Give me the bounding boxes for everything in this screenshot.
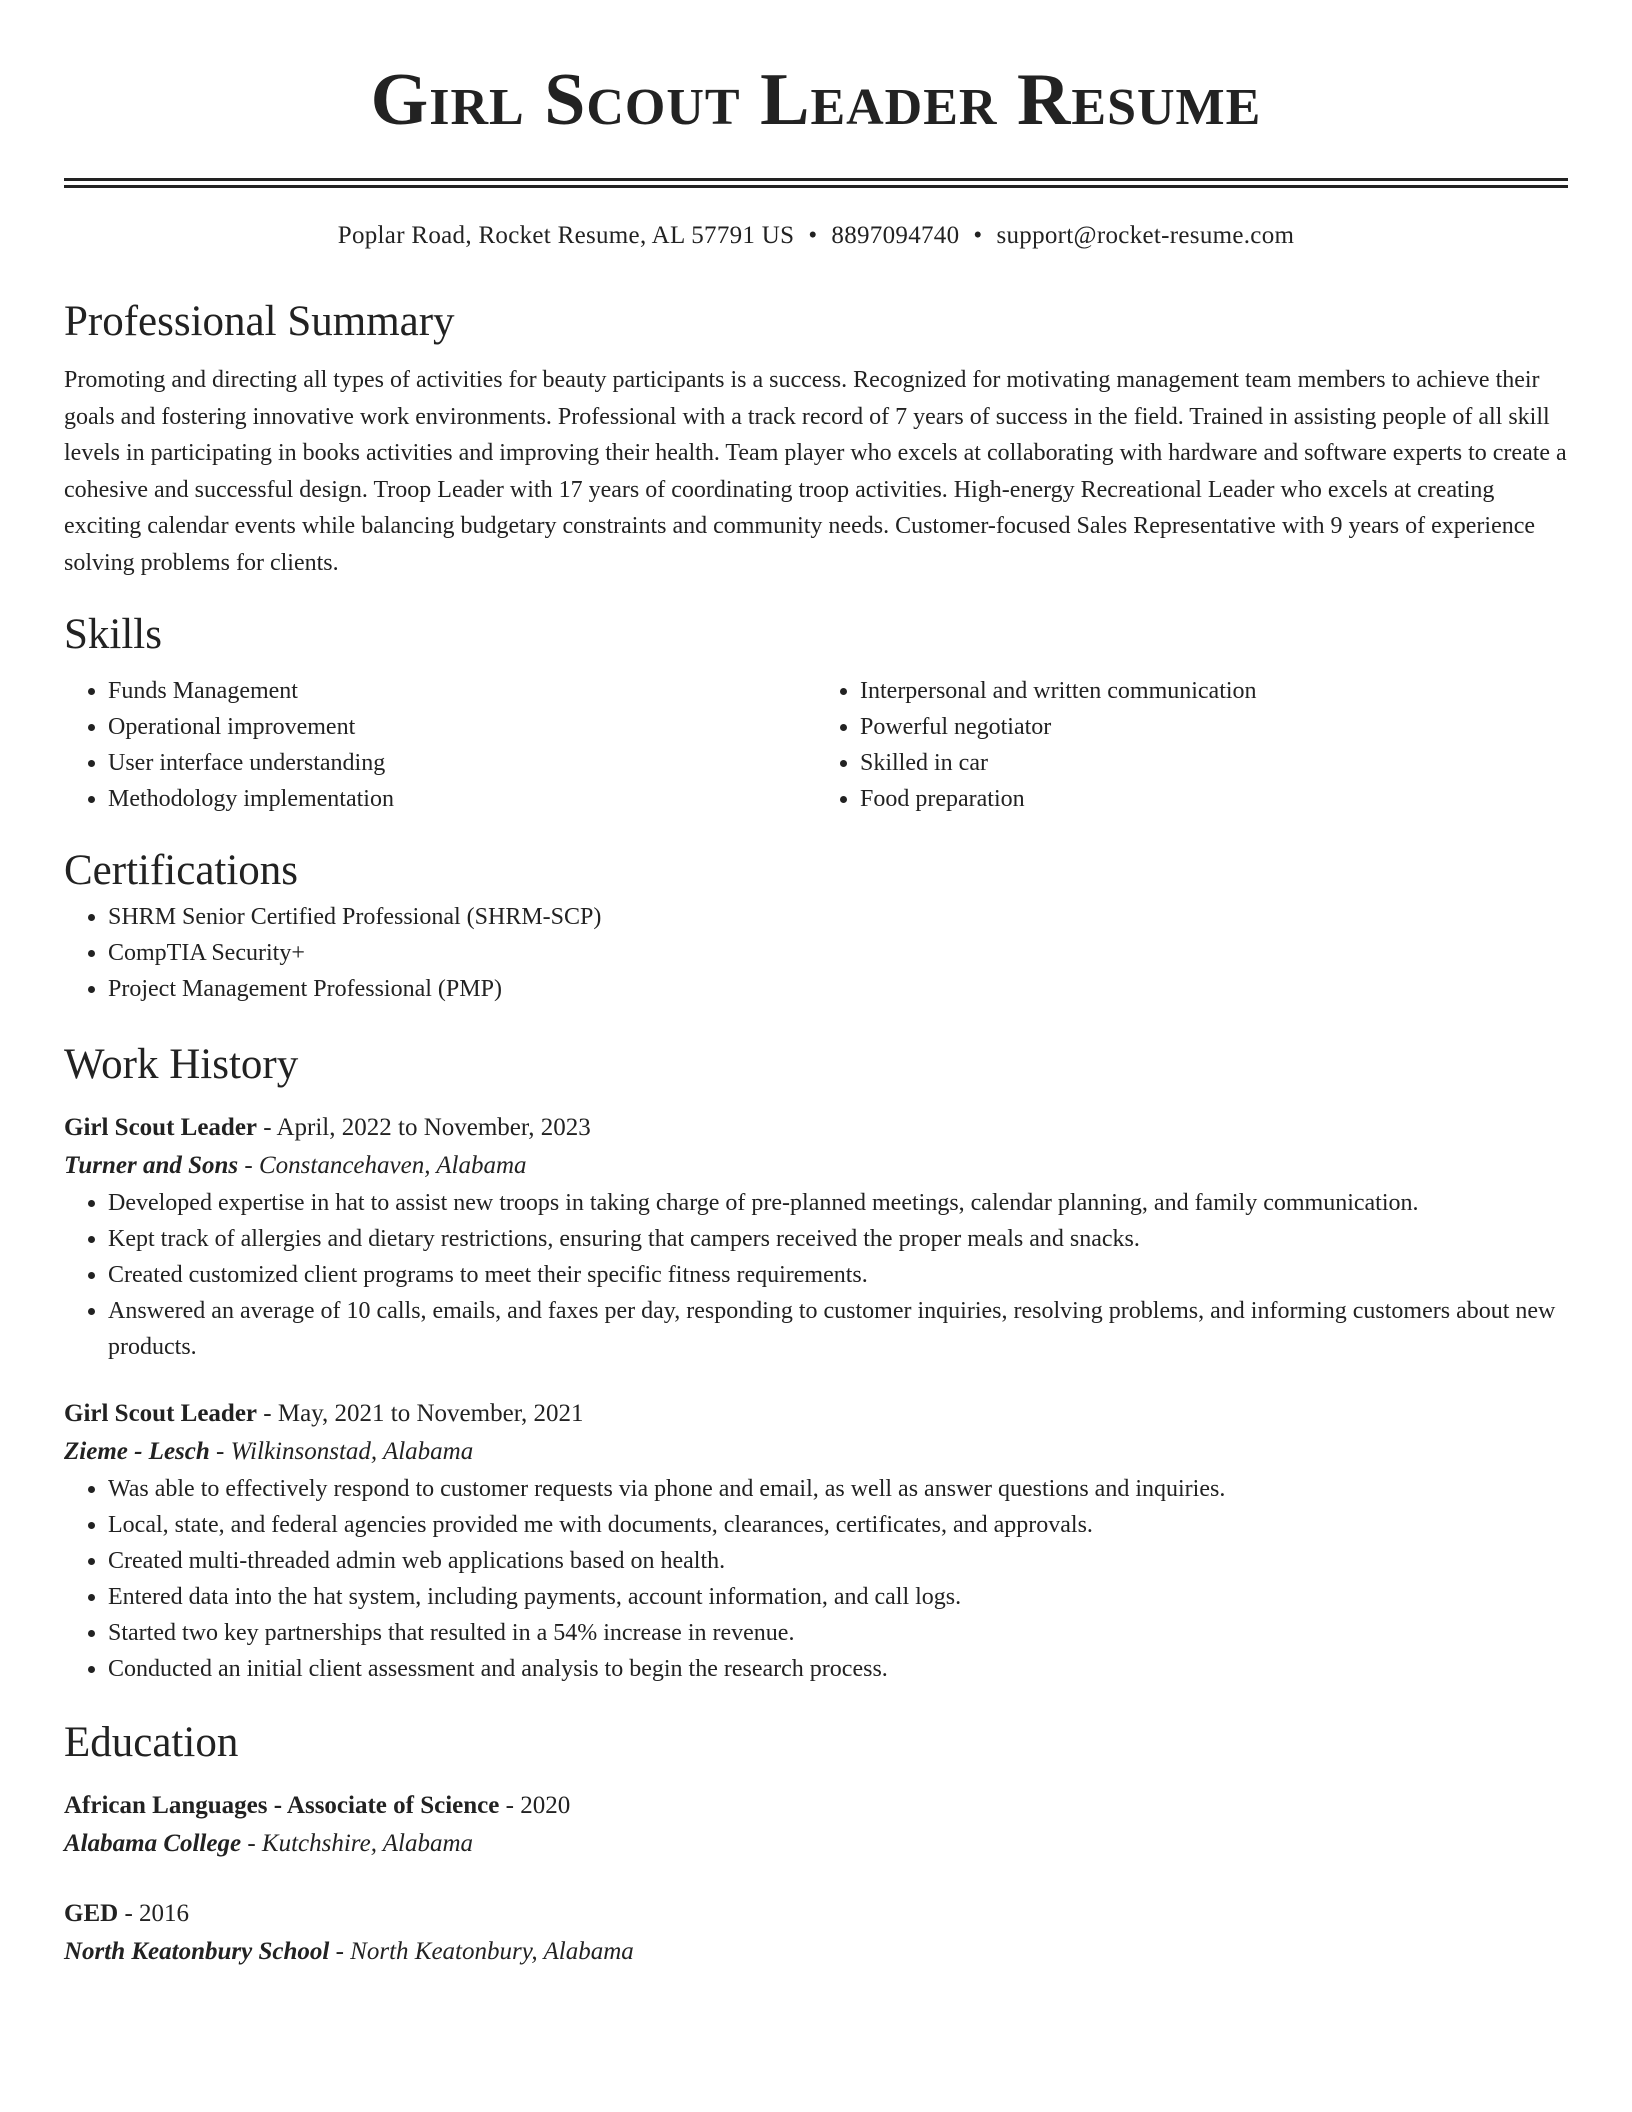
summary-heading: Professional Summary (64, 298, 455, 345)
job-bullet: • Created customized client programs to meet their specific fitness requirements. (108, 1257, 1568, 1293)
school-location: - Kutchshire, Alabama (241, 1830, 474, 1857)
contact-email: support@rocket-resume.com (996, 222, 1295, 249)
company-name: Turner and Sons (64, 1152, 239, 1179)
job-dates: - May, 2021 to November, 2021 (257, 1400, 584, 1427)
degree-line (64, 1787, 1568, 1825)
skill-item: • Operational improvement (108, 709, 816, 745)
skill-item: • Interpersonal and written communication (860, 673, 1568, 709)
contact-address: Poplar Road, Rocket Resume, AL 57791 US (337, 222, 795, 249)
skill-item: • Funds Management (108, 673, 816, 709)
job-bullet: • Entered data into the hat system, including payments, account information, and call logs. (108, 1579, 1568, 1615)
company-name: Zieme - Lesch (64, 1438, 210, 1465)
contact-separator: • (973, 222, 983, 249)
job-dates: - April, 2022 to November, 2023 (257, 1114, 591, 1141)
job-title: Girl Scout Leader (64, 1114, 258, 1141)
summary-text: Promoting and directing all types of activities for beauty participants is a success. Recognized for motivating management team members to achieve their goals and fostering innovative work environments. Professional with a track record of 7 years of success in the field. Trained in assisting people of all skill levels in participating in books activities and improving their health. Team player who excels at collaborating with hardware and software experts to create a cohesive and successful design. Troop Leader with 17 years of coordinating troop activities. High-energy Recreational Leader who excels at creating exciting calendar events while balancing budgetary constraints and community needs. Customer-focused Sales Representative with 9 years of experience solving problems for clients. (64, 367, 1567, 576)
work-history-heading: Work History (64, 1041, 299, 1088)
education-entry (64, 1895, 1568, 1971)
certifications-list (64, 899, 1568, 1007)
certification-item: • SHRM Senior Certified Professional (SHRM-SCP) (108, 899, 1568, 935)
education-entry (64, 1787, 1568, 1863)
contact-phone: 8897094740 (831, 222, 960, 249)
skill-item: • Powerful negotiator (860, 709, 1568, 745)
title-double-rule (64, 178, 1568, 188)
job-bullet: • Conducted an initial client assessment and analysis to begin the research process. (108, 1651, 1568, 1687)
skills-list-right (816, 673, 1568, 817)
job-entry (64, 1109, 1568, 1365)
degree-name: African Languages - Associate of Science (64, 1792, 500, 1819)
skill-item: • User interface understanding (108, 745, 816, 781)
degree-year: - 2016 (118, 1900, 190, 1927)
job-bullet: • Was able to effectively respond to customer requests via phone and email, as well as answer questions and inquiries. (108, 1471, 1568, 1507)
job-bullet: • Local, state, and federal agencies provided me with documents, clearances, certificates, and approvals. (108, 1507, 1568, 1543)
job-title-line (64, 1395, 1568, 1433)
certification-item: • CompTIA Security+ (108, 935, 1568, 971)
skills-heading: Skills (64, 611, 162, 658)
school-line (64, 1933, 1568, 1971)
job-bullets (64, 1185, 1568, 1365)
certifications-heading: Certifications (64, 847, 299, 894)
school-location: - North Keatonbury, Alabama (329, 1938, 634, 1965)
job-entry (64, 1395, 1568, 1687)
degree-line (64, 1895, 1568, 1933)
degree-year: - 2020 (499, 1792, 571, 1819)
degree-name: GED (64, 1900, 119, 1927)
contact-line (64, 218, 1568, 254)
skills-list-left (64, 673, 816, 817)
job-bullets (64, 1471, 1568, 1687)
school-name: Alabama College (64, 1830, 242, 1857)
company-location: - Wilkinsonstad, Alabama (209, 1438, 474, 1465)
school-name: North Keatonbury School (64, 1938, 330, 1965)
job-title-line (64, 1109, 1568, 1147)
company-line (64, 1147, 1568, 1185)
certification-item: • Project Management Professional (PMP) (108, 971, 1568, 1007)
contact-separator: • (808, 222, 818, 249)
skills-columns (64, 673, 1568, 817)
job-bullet: • Started two key partnerships that resulted in a 54% increase in revenue. (108, 1615, 1568, 1651)
job-bullet: • Developed expertise in hat to assist new troops in taking charge of pre-planned meetings, calendar planning, and family communication. (108, 1185, 1568, 1221)
job-bullet: • Created multi-threaded admin web applications based on health. (108, 1543, 1568, 1579)
skill-item: • Food preparation (860, 781, 1568, 817)
skill-item: • Methodology implementation (108, 781, 816, 817)
company-location: - Constancehaven, Alabama (238, 1152, 527, 1179)
education-heading: Education (64, 1719, 239, 1766)
company-line (64, 1433, 1568, 1471)
school-line (64, 1825, 1568, 1863)
resume-title: Girl Scout Leader Resume (370, 59, 1262, 141)
job-title: Girl Scout Leader (64, 1400, 258, 1427)
job-bullet: • Answered an average of 10 calls, emails, and faxes per day, responding to customer inquiries, resolving problems, and informing customers about new products. (108, 1293, 1568, 1365)
job-bullet: • Kept track of allergies and dietary restrictions, ensuring that campers received the proper meals and snacks. (108, 1221, 1568, 1257)
skill-item: • Skilled in car (860, 745, 1568, 781)
